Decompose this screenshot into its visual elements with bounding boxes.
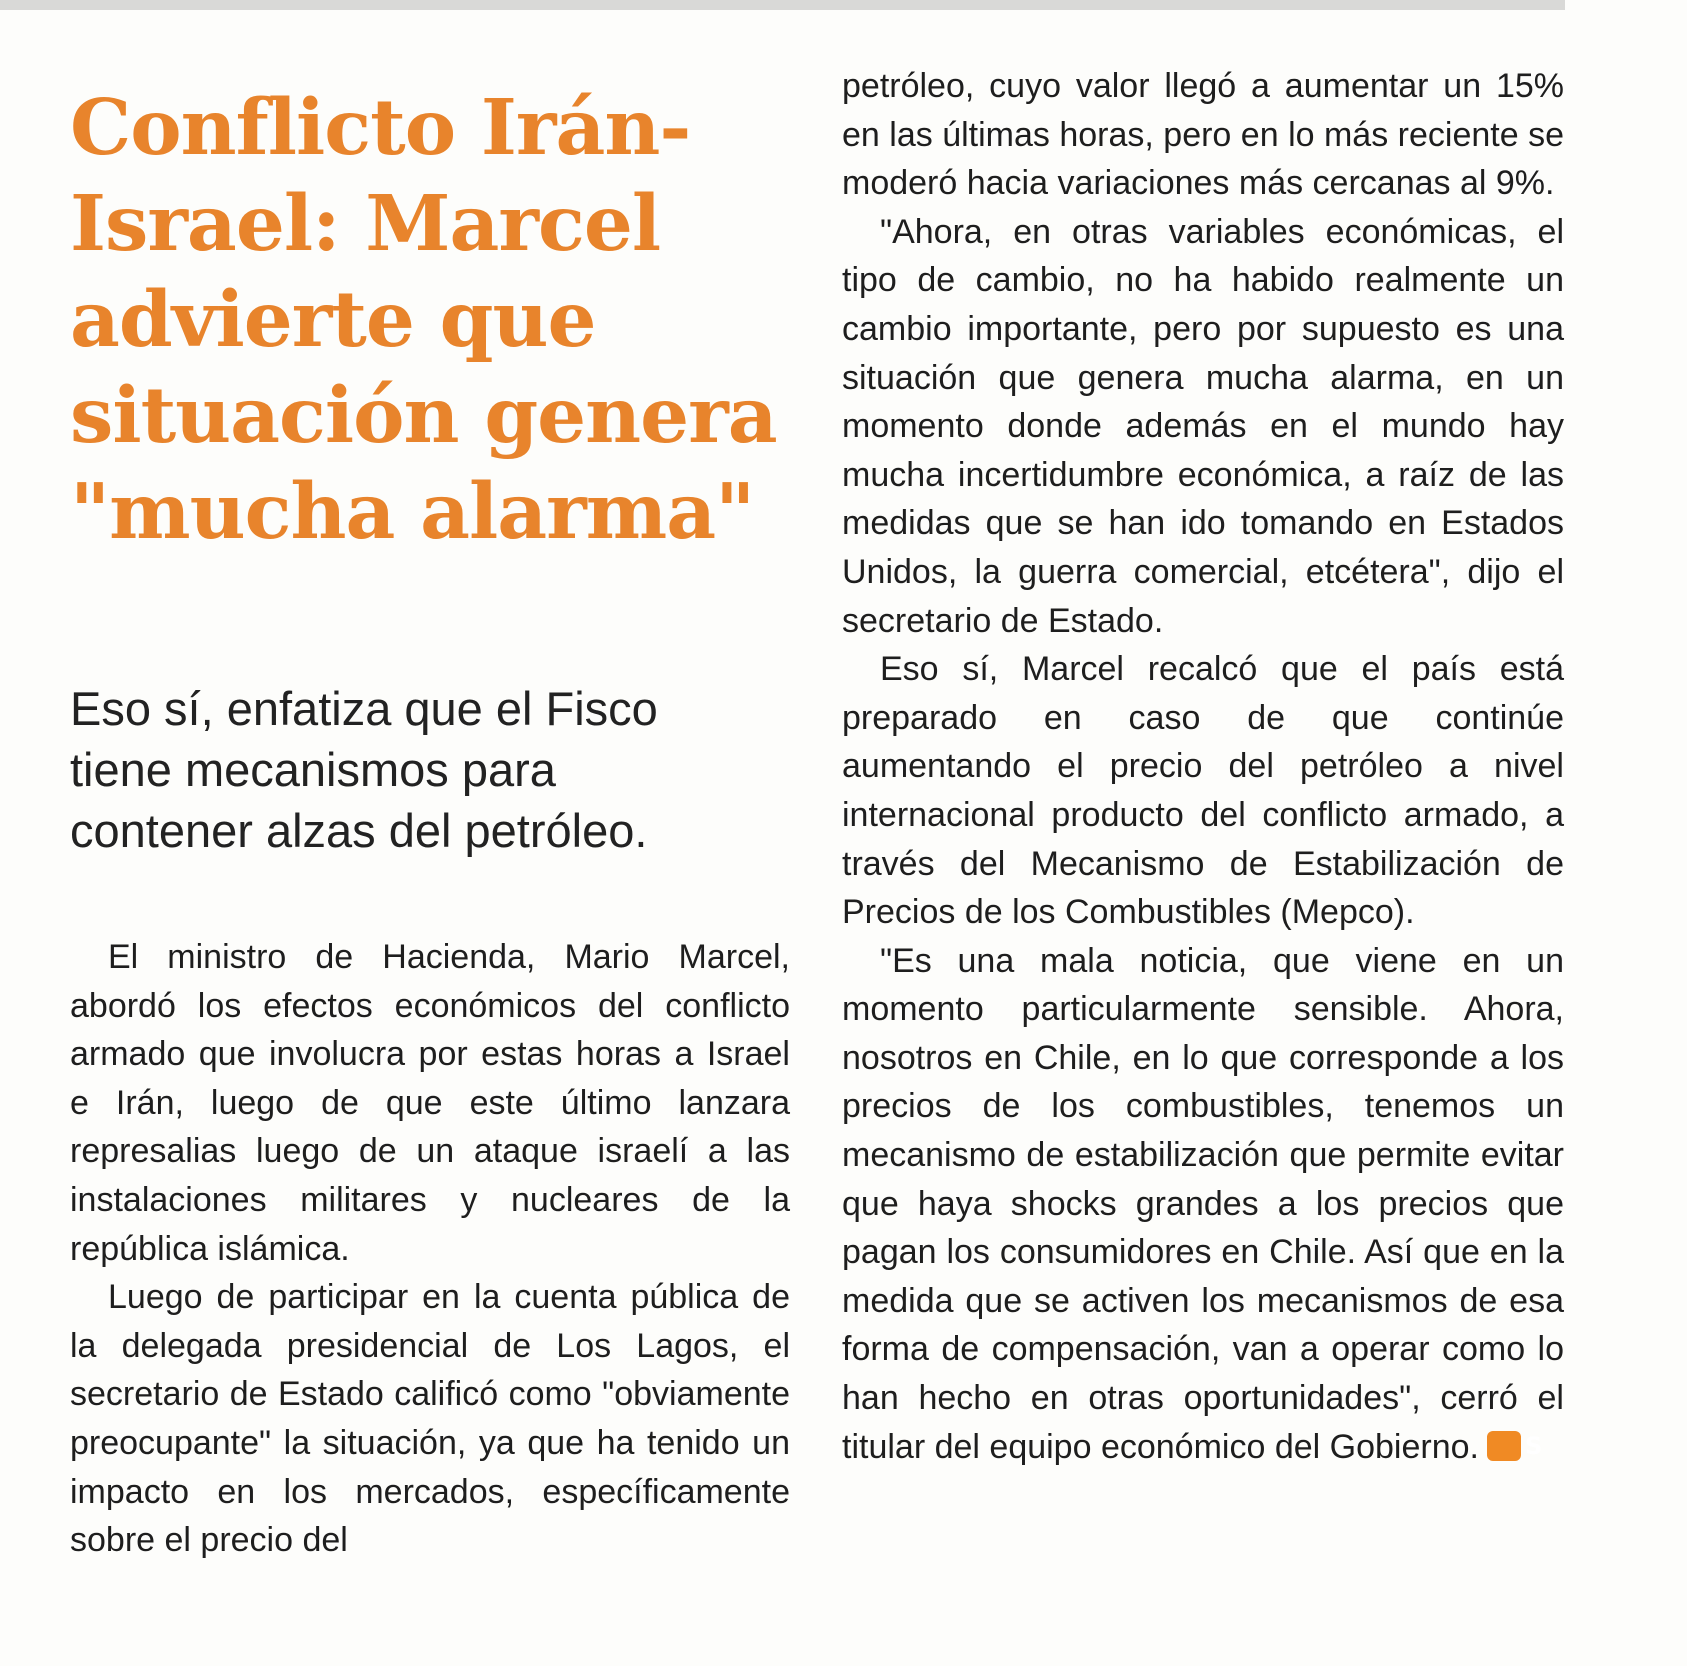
body-paragraph: Luego de participar en la cuenta pública de la delegada presidencial de Los Lagos, el secretario de Estado calificó como "obviamente preocupante" la situación, ya que ha tenido un impacto en los mercados, específicamente sobre el precio del xyxy=(70,1278,790,1560)
headline: Conflicto Irán-Israel: Marcel advierte que situación genera "mucha alarma" xyxy=(70,83,777,557)
body-paragraph-final xyxy=(842,937,1564,1472)
final-paragraph-text: "Es una mala noticia, que viene en un momento particularmente sensible. Ahora, nosotros en Chile, en lo que corresponde a los precios de los combustibles, tenemos un mecanismo de estabilización que permite evitar que haya shocks grandes a los precios que pagan los consumidores en Chile. Así que en la medida que se activen los mecanismos de esa forma de compensación, van a operar como lo han hecho en otras oportunidades", cerró el titular del equipo económico del Gobierno. xyxy=(842,941,1564,1466)
end-of-article-icon: S xyxy=(1487,1431,1521,1461)
body-paragraph: El ministro de Hacienda, Mario Marcel, abordó los efectos económicos del conflicto armado que involucra por estas horas a Israel e Irán, luego de que este último lanzara represalias luego de un ataque israelí a las instalaciones militares y nucleares de la república islámica. xyxy=(70,938,790,1268)
right-body xyxy=(842,62,1564,1471)
top-rule xyxy=(0,0,1565,10)
left-column xyxy=(70,80,790,1565)
body-paragraph: Eso sí, Marcel recalcó que el país está preparado en caso de que continúe aumentando el precio del petróleo a nivel internacional producto del conflicto armado, a través del Mecanismo de Estabilización de Precios de los Combustibles (Mepco). xyxy=(842,650,1564,932)
left-body xyxy=(70,933,790,1565)
right-column xyxy=(842,62,1564,1471)
body-paragraph-continued: petróleo, cuyo valor llegó a aumentar un 15% en las últimas horas, pero en lo más reciente se moderó hacia variaciones más cercanas al 9%. xyxy=(842,67,1564,203)
deck: Eso sí, enfatiza que el Fisco tiene mecanismos para contener alzas del petróleo. xyxy=(70,682,658,857)
body-paragraph: "Ahora, en otras variables económicas, el tipo de cambio, no ha habido realmente un cambio importante, pero por supuesto es una situación que genera mucha alarma, en un momento donde además en el mundo hay mucha incertidumbre económica, a raíz de las medidas que se han ido tomando en Estados Unidos, la guerra comercial, etcétera", dijo el secretario de Estado. xyxy=(842,212,1564,640)
